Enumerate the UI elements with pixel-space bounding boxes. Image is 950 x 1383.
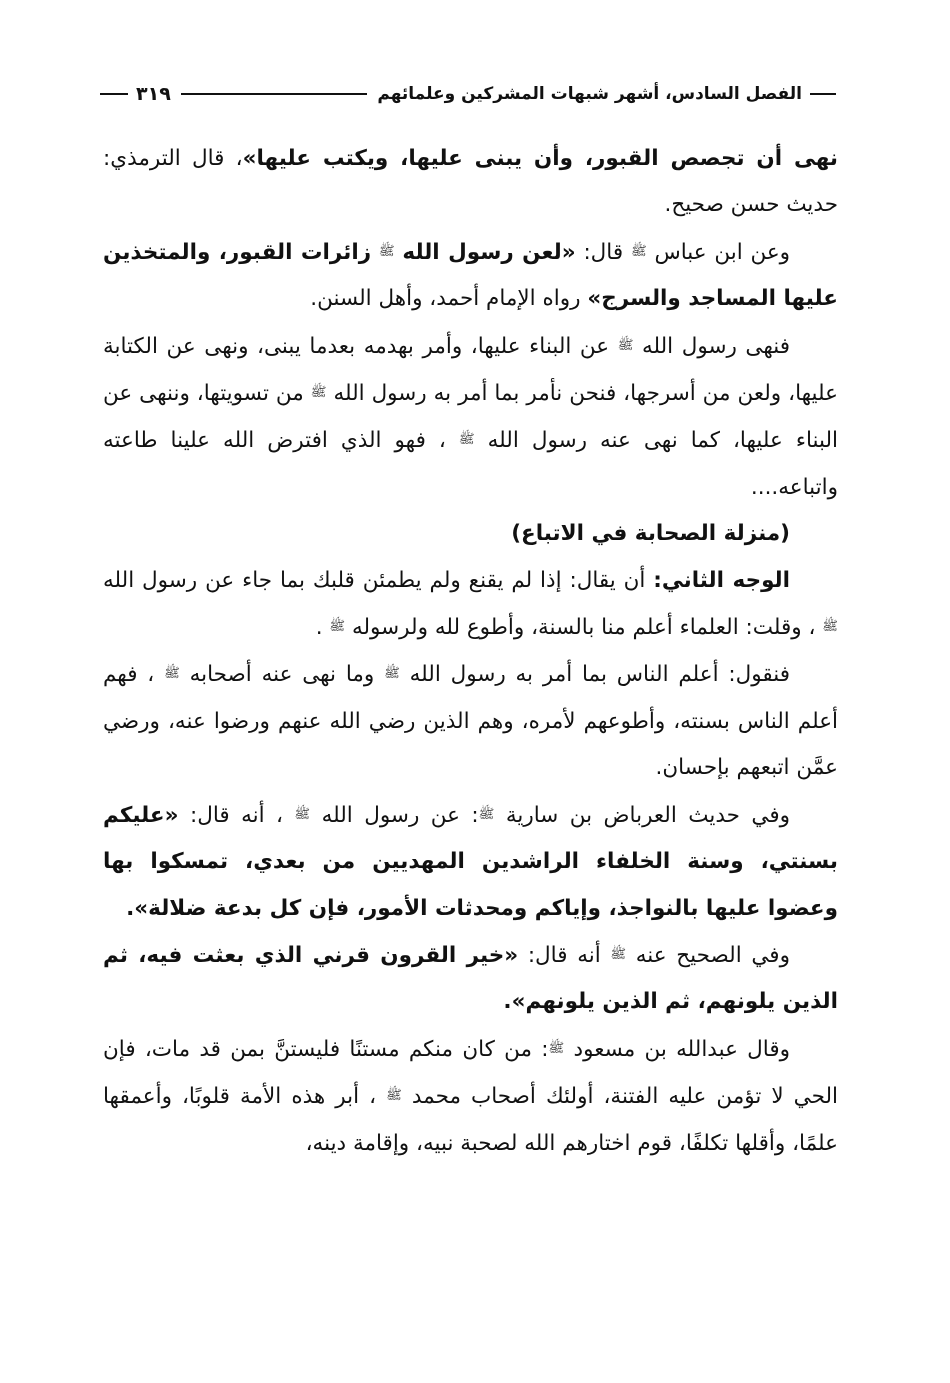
- salawat-icon: ﷺ: [378, 243, 395, 259]
- running-header: [100, 76, 836, 112]
- hadith-quote: نهى أن تجصص القبور، وأن يبنى عليها، ويكتب عليها»: [242, 146, 838, 171]
- text-run: ، وقلت: العلماء أعلم منا بالسنة، وأطوع لله ولرسوله: [351, 615, 816, 641]
- text-run: ، فهو الذي افترض الله علينا طاعته واتباعه....: [103, 428, 838, 500]
- hadith-quote: «خير القرون قرني الذي بعثت فيه، ثم الذين يلونهم، ثم الذين يلونهم».: [103, 942, 838, 1015]
- section-heading: (منزلة الصحابة في الاتباع): [511, 521, 790, 547]
- paragraph: [103, 932, 838, 1026]
- paragraph: [103, 651, 838, 791]
- text-run: : عن رسول الله: [321, 802, 479, 828]
- text-run: وفي حديث العرباض بن سارية: [505, 802, 790, 828]
- radiallahu-anhu-icon: ﷺ: [630, 243, 647, 259]
- text-run: وفي الصحيح عنه: [635, 942, 790, 968]
- salawat-icon: ﷺ: [384, 666, 400, 682]
- text-run: من تسويتها، وننهى عن البناء عليها، كما نهى عنه رسول الله: [103, 381, 839, 454]
- text-run: وما نهى عنه أصحابه: [189, 662, 375, 688]
- text-run: رواه الإمام أحمد، وأهل السنن.: [310, 286, 581, 312]
- page-number: ٣١٩: [136, 83, 171, 105]
- salawat-icon: ﷺ: [386, 1088, 402, 1104]
- salawat-icon: ﷺ: [458, 432, 475, 448]
- salawat-icon: ﷺ: [329, 619, 346, 635]
- salawat-icon: ﷺ: [610, 946, 627, 962]
- text-run: قال:: [583, 239, 624, 265]
- text-run: عن البناء عليها، وأمر بهدمه بعدما يبنى، ونهى عن الكتابة عليها، ولعن من أسرجها، فنحن نأمر بما أمر به رسول الله: [103, 333, 838, 407]
- paragraph: [103, 229, 838, 323]
- salawat-icon: ﷺ: [310, 385, 327, 401]
- paragraph: [103, 792, 838, 932]
- paragraph: [103, 323, 838, 512]
- text-run: ، أبر هذه الأمة قلوبًا، وأعمقها علمًا، وأقلها تكلفًا، قوم اختارهم الله لصحبة نبيه، وإقامة دينه،: [103, 1084, 838, 1156]
- hadith-quote: «عليكم بسنتي، وسنة الخلفاء الراشدين المهديين من بعدي، تمسكوا بها وعضوا عليها بالنواجذ، وإياكم ومحدثات الأمور، فإن كل بدعة ضلالة».: [103, 802, 838, 921]
- text-run: أنه قال:: [527, 942, 601, 968]
- text-run: فنهى رسول الله: [641, 333, 791, 359]
- paragraph: [103, 136, 838, 229]
- text-run: فنقول: أعلم الناس بما أمر به رسول الله: [409, 662, 791, 688]
- paragraph: [103, 1026, 838, 1167]
- hadith-quote: زائرات القبور، والمتخذين عليها المساجد والسرج»: [103, 239, 838, 312]
- radiallahu-anhu-icon: ﷺ: [548, 1040, 565, 1056]
- salawat-icon: ﷺ: [822, 619, 838, 635]
- text-run: ، قال الترمذي: حديث حسن صحيح.: [103, 146, 838, 218]
- salawat-icon: ﷺ: [617, 337, 634, 353]
- text-run: وقال عبدالله بن مسعود: [573, 1036, 790, 1062]
- radiallahu-anhum-icon: ﷺ: [164, 666, 180, 682]
- text-run: أن يقال: إذا لم يقنع ولم يطمئن قلبك بما جاء عن رسول الله: [103, 567, 646, 593]
- text-run: .: [315, 615, 323, 641]
- text-run: وعن ابن عباس: [654, 239, 791, 265]
- header-dash: [100, 93, 128, 95]
- paragraph: [103, 558, 838, 652]
- chapter-title: الفصل السادس، أشهر شبهات المشركين وعلمائهم: [377, 84, 802, 104]
- hadith-quote: «لعن رسول الله: [402, 239, 576, 265]
- salawat-icon: ﷺ: [294, 806, 311, 822]
- text-run: ، فهم أعلم الناس بسنته، وأطوعهم لأمره، وهم الذين رضي الله عنهم ورضوا عنه، ورضي عمَّن اتبعهم بإحسان.: [103, 662, 838, 781]
- page-body: [103, 136, 838, 1167]
- text-run: : من كان منكم مستنًا فليستنَّ بمن قد مات، فإن الحي لا تؤمن عليه الفتنة، أولئك أصحاب محمد: [103, 1036, 838, 1110]
- point-label: الوجه الثاني:: [653, 567, 790, 593]
- text-run: ، أنه قال:: [189, 802, 283, 828]
- header-dash: [810, 93, 836, 95]
- header-rule: [181, 93, 368, 95]
- radiallahu-anhu-icon: ﷺ: [478, 806, 495, 822]
